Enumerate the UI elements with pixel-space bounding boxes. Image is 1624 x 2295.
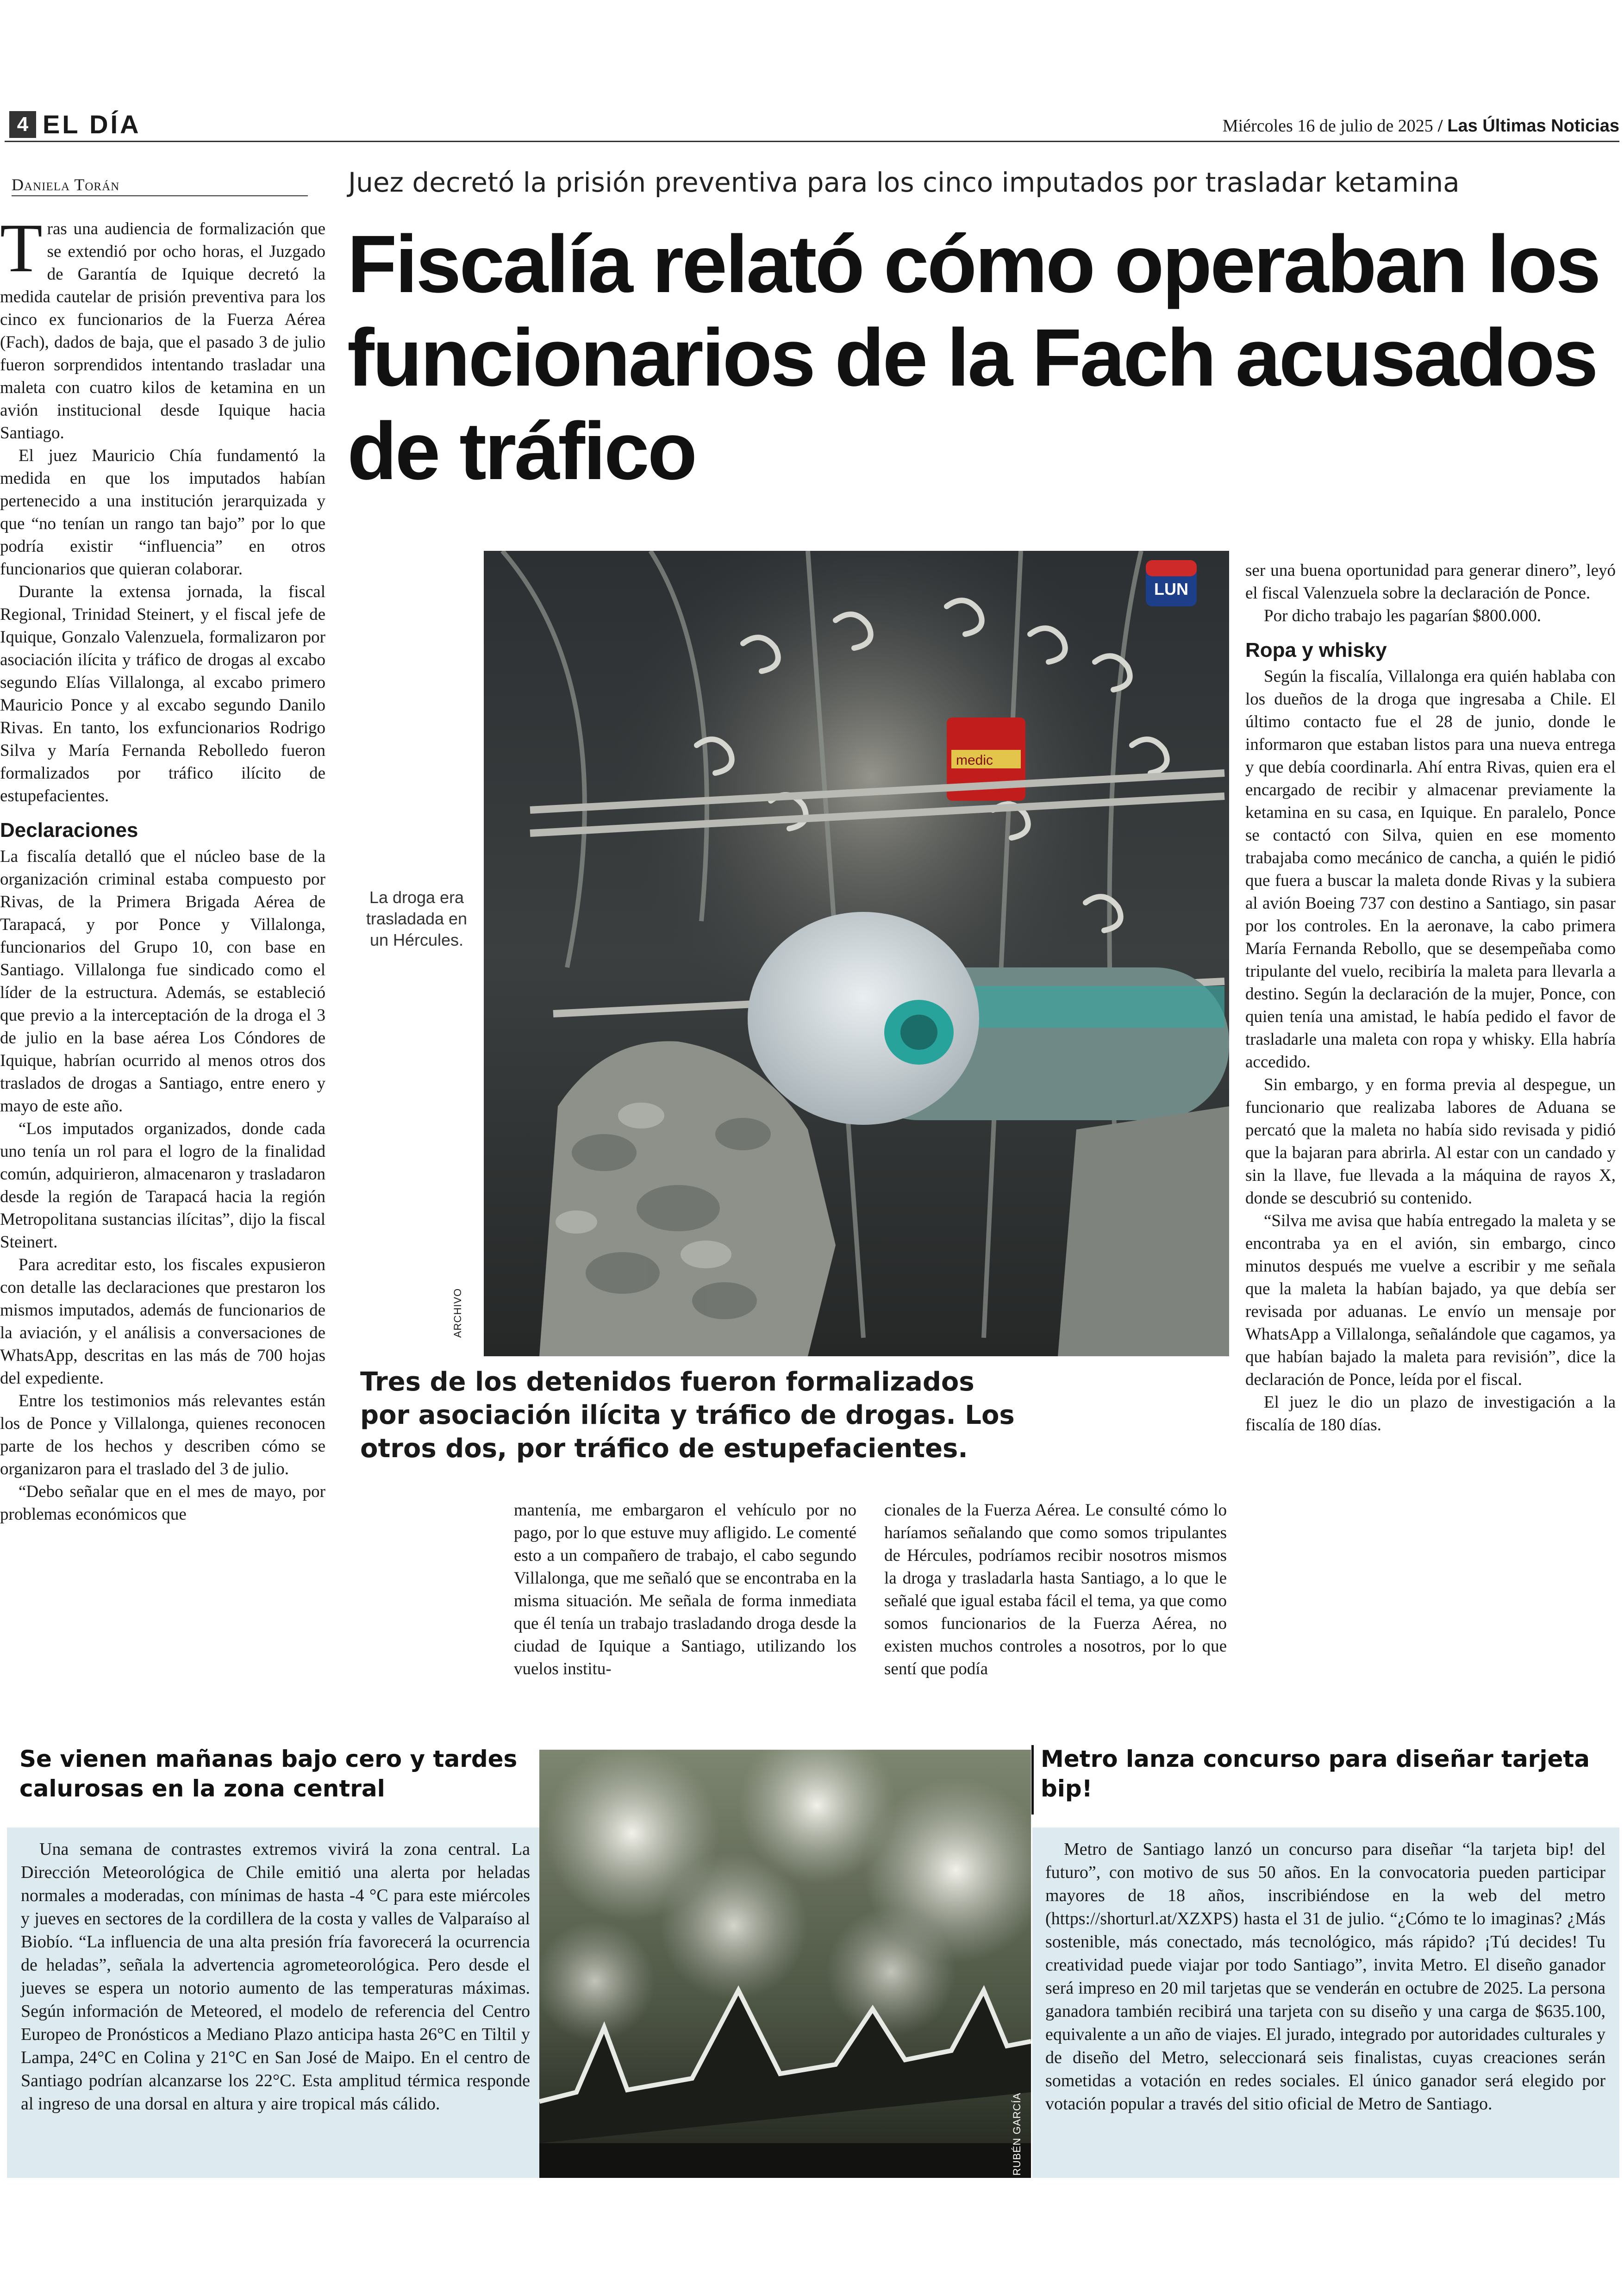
body-paragraph: ser una buena oportunidad para generar dinero”, leyó el fiscal Valenzuela sobre la declaración de Ponce. — [1245, 561, 1616, 603]
metro-brief-text: Metro de Santiago lanzó un concurso para diseñar “la tarjeta bip! del futuro”, con motivo de sus 50 años. En la convocatoria pueden participar mayores de 18 años, inscribiéndose en la web del metro (https://shorturl.at/XZXPS) hasta el 31 de julio. “¿Cómo te lo imaginas? ¿Más sostenible, más conectado, más tecnológico, más rápido? ¡Tú decides! Tu creatividad puede viajar por todo Santiago”, invita Metro. El diseño ganador será impreso en 20 mil tarjetas que se venderán en octubre de 2025. La persona ganadora también recibirá una tarjeta con su diseño y una carga de $635.100, equivalente a un año de viajes. El jurado, integrado por autoridades culturales y de diseño del Metro, seleccionará seis finalistas, cuyas creaciones serán sometidas a votación en redes sociales. El único ganador será elegido por votación popular a través del sitio oficial de Metro de Santiago. — [1045, 1840, 1605, 2114]
article-column-3 — [884, 1499, 1227, 1680]
metro-brief-headline: Metro lanza concurso para diseñar tarjeta bip! — [1041, 1746, 1590, 1802]
byline-rule — [12, 195, 308, 196]
drop-cap: T — [0, 210, 43, 287]
body-paragraph: Durante la extensa jornada, la fiscal Regional, Trinidad Steinert, y el fiscal jefe de Iquique, Gonzalo Valenzuela, formalizaron por asociación ilícita y tráfico de drogas al excabo segundo Elías Villalonga, al excabo primero Mauricio Ponce y al excabo segundo Danilo Rivas. En tanto, los exfuncionarios Rodrigo Silva y María Fernanda Rebolledo fueron formalizados por tráfico ilícito de estupefacientes. — [0, 582, 325, 805]
body-paragraph: Para acreditar esto, los fiscales expusieron con detalle las declaraciones que prestaron los mismos imputados, además de funcionarios de la aviación, y el análisis a conversaciones de WhatsApp, descritas en las más de 700 hojas del expediente. — [0, 1255, 325, 1388]
publication-name: Las Últimas Noticias — [1447, 116, 1619, 136]
byline: Daniela Torán — [12, 175, 120, 194]
body-paragraph: cionales de la Fuerza Aérea. Le consulté cómo lo haríamos señalando que como somos tripulantes de Hércules, podríamos recibir nosotros mismos la droga y trasladarla hasta Santiago, a lo que le señalé que igual estaba fácil el tema, ya que como somos funcionarios de la Fuerza Aérea, no existen muchos controles a nosotros, por lo que sentí que podía — [884, 1501, 1227, 1678]
subhead-ropa-whisky: Ropa y whisky — [1245, 639, 1387, 661]
article-headline: Fiscalía relató cómo operaban los funcionarios de la Fach acusados de tráfico — [347, 219, 1599, 497]
frost-photo — [539, 1750, 1031, 2178]
page-number: 4 — [9, 111, 36, 138]
article-deck: Tres de los detenidos fueron formalizados por asociación ilícita y tráfico de drogas. Los otros dos, por tráfico de estupefacientes. — [360, 1367, 1015, 1464]
body-paragraph: El juez Mauricio Chía fundamentó la medida en que los imputados habían pertenecido a una institución jerarquizada y que “no tenían un rango tan bajo” por lo que podría existir “influencia” en otros funcionarios que quieran colaborar. — [0, 446, 325, 579]
body-paragraph: Entre los testimonios más relevantes están los de Ponce y Villalonga, quienes reconocen parte de los hechos y describen cómo se organizaron para el traslado del 3 de julio. — [0, 1391, 325, 1478]
body-paragraph: Sin embargo, y en forma previa al despegue, un funcionario que realizaba labores de Aduana se percató que la maleta no había sido revisada y pidió que la bajaran para abrirla. Al estar con un candado y sin la llave, fue llevada a la máquina de rayos X, donde se descubrió su contenido. — [1245, 1075, 1616, 1208]
body-paragraph: La fiscalía detalló que el núcleo base de la organización criminal estaba compuesto por Rivas, de la Primera Brigada Aérea de Tarapacá, y por Ponce y Villalonga, funcionarios del Grupo 10, con base en Santiago. Villalonga fue sindicado como el líder de la estructura. Además, se estableció que previo a la interceptación de la droga el 3 de julio en la base aérea Los Cóndores de Iquique, habrían ocurrido al menos otros dos traslados de drogas a Santiago, entre enero y mayo de este año. — [0, 847, 325, 1116]
article-kicker: Juez decretó la prisión preventiva para los cinco imputados por trasladar ketamina — [348, 167, 1460, 198]
photo-credit: ARCHIVO — [452, 1288, 463, 1338]
dateline-separator: / — [1437, 116, 1443, 136]
article-photo — [484, 551, 1229, 1356]
section-title: EL DÍA — [43, 110, 141, 139]
frost-photo-credit: RUBÉN GARCÍA — [1011, 2092, 1023, 2176]
article-column-4 — [1245, 559, 1616, 1436]
body-paragraph: “Silva me avisa que había entregado la maleta y se encontraba ya en el avión, sin embargo, cinco minutos después me vuelve a escribir y me señala que la maleta la habían bajado, ya que debía ser revisada por aduanas. Le envío un mensaje por WhatsApp a Villalonga, señalándole que cagamos, ya que habían bajado la maleta para revisión”, dice la declaración de Ponce, leída por el fiscal. — [1245, 1211, 1616, 1389]
lead-paragraph: Tras una audiencia de formalización que se extendió por ocho horas, el Juzgado de Garantía de Iquique decretó la medida cautelar de prisión preventiva para los cinco ex funcionarios de la Fuerza Aérea (Fach), dados de baja, que el pasado 3 de julio fueron sorprendidos intentando trasladar una maleta con cuatro kilos de ketamina en un avión institucional desde Iquique hacia Santiago. — [0, 210, 325, 443]
issue-date: Miércoles 16 de julio de 2025 — [1222, 116, 1433, 136]
metro-brief-bar — [1031, 1745, 1034, 1815]
article-column-2 — [514, 1499, 856, 1680]
weather-brief-headline: Se vienen mañanas bajo cero y tardes calurosas en la zona central — [19, 1746, 518, 1802]
body-paragraph: mantenía, me embargaron el vehículo por no pago, por lo que estuve muy afligido. Le comenté esto a un compañero de trabajo, el cabo segundo Villalonga, que me señaló que se encontraba en la misma situación. Me señala de forma inmediata que él tenía un trabajo trasladando droga desde la ciudad de Iquique a Santiago, utilizando los vuelos institu- — [514, 1501, 856, 1678]
photo-caption: La droga era trasladada en un Hércules. — [366, 888, 468, 949]
hercules-cargo-photo — [484, 551, 1229, 1356]
frost-barbed-wire-photo — [539, 1750, 1031, 2178]
subhead-declaraciones: Declaraciones — [0, 819, 138, 842]
dateline — [1223, 115, 1619, 137]
lun-badge: LUN — [1154, 580, 1188, 599]
masthead-rule — [5, 141, 1619, 142]
body-paragraph: “Los imputados organizados, donde cada uno tenía un rol para el logro de la finalidad común, adquirieron, almacenaron y trasladaron desde la región de Tarapacá hacia la región Metropolitana sustancias ilícitas”, dijo la fiscal Steinert. — [0, 1119, 325, 1252]
body-paragraph: Por dicho trabajo les pagarían $800.000. — [1264, 606, 1542, 625]
medic-case-label: medic — [956, 753, 993, 768]
body-paragraph: “Debo señalar que en el mes de mayo, por problemas económicos que — [0, 1482, 325, 1524]
article-column-1 — [0, 210, 325, 1526]
body-paragraph: El juez le dio un plazo de investigación a la fiscalía de 180 días. — [1245, 1393, 1616, 1434]
body-paragraph: Según la fiscalía, Villalonga era quién hablaba con los dueños de la droga que ingresaba a Chile. El último contacto fue el 28 de junio, donde le informaron que estaban listos para una nueva entrega y que debía coordinarla. Ahí entra Rivas, quien era el encargado de recibir y almacenar previamente la ketamina en su casa, en Iquique. En paralelo, Ponce se contactó con Silva, quien en ese momento trabajaba como mecánico de cancha, a quién le pidió que fuera a buscar la maleta donde Rivas y la subiera al avión Boeing 737 con destino a Santiago, sin pasar por los controles. En la aeronave, la cabo primera María Fernanda Rebollo, que se desempeñaba como tripulante del vuelo, recibiría la maleta para llevarla a destino. Según la declaración de la mujer, Ponce, con quien tenía una amistad, le había pedido el favor de trasladarle una maleta con ropa y whisky. Ella habría accedido. — [1245, 667, 1616, 1072]
weather-brief-text: Una semana de contrastes extremos vivirá la zona central. La Dirección Meteorológica de Chile emitió una alerta por heladas normales a moderadas, con mínimas de hasta -4 °C para este miércoles y jueves en sectores de la cordillera de la costa y valles de Valparaíso al Biobío. “La influencia de una alta presión fría favorecerá la ocurrencia de heladas”, señala la advertencia agrometeorológica. Pero desde el jueves se espera un notorio aumento de las temperaturas máximas. Según información de Meteored, el modelo de referencia del Centro Europeo de Pronósticos a Mediano Plazo anticipa hasta 26°C en Tiltil y Lampa, 24°C en Colina y 21°C en San José de Maipo. En el centro de Santiago podrían alcanzarse los 22°C. Esta amplitud térmica responde al ingreso de una dorsal en altura y aire tropical más cálido. — [21, 1840, 530, 2114]
